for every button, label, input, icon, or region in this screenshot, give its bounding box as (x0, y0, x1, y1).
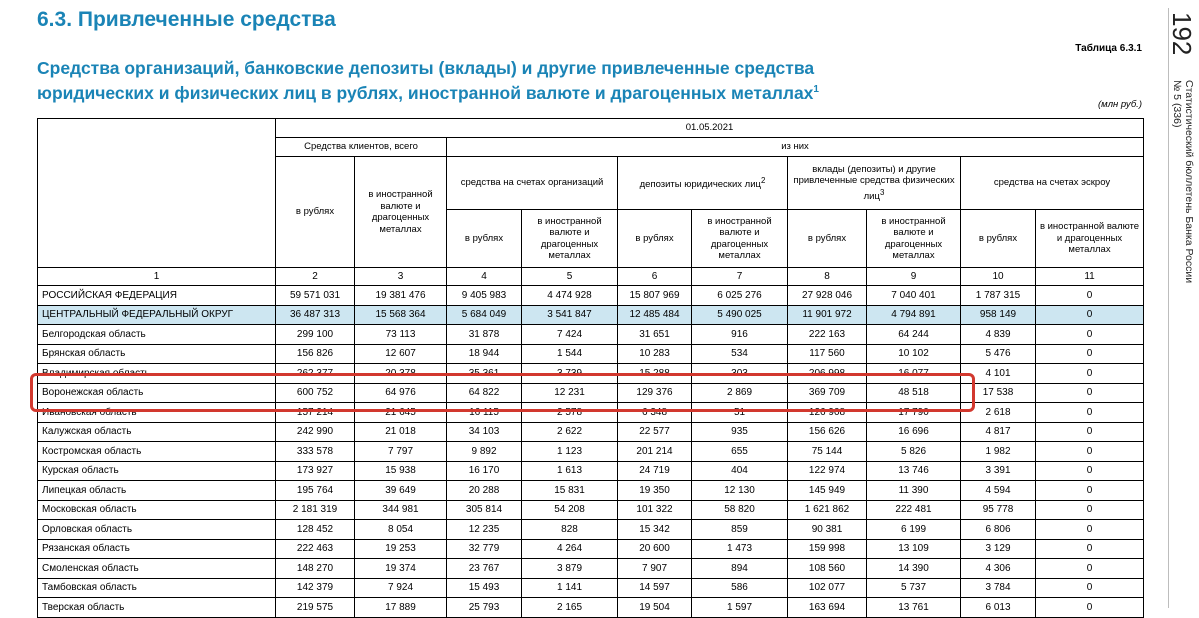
table-cell: 95 778 (961, 500, 1036, 520)
subtitle-line-1: Средства организаций, банковские депозиты (вклады) и другие привлеченные средства (37, 58, 815, 78)
table-cell: 859 (692, 520, 788, 540)
units-label: (млн руб.) (1098, 99, 1142, 110)
table-cell: 20 378 (355, 364, 447, 384)
table-cell: 36 487 313 (276, 305, 355, 325)
table-cell: 20 288 (447, 481, 522, 501)
table-row (38, 364, 1144, 384)
table-cell: 6 806 (961, 520, 1036, 540)
table-cell: 16 170 (447, 461, 522, 481)
table-cell: 73 113 (355, 325, 447, 345)
table-cell: 0 (1036, 559, 1144, 579)
table-cell: 17 889 (355, 598, 447, 618)
table-cell: 8 054 (355, 520, 447, 540)
table-cell: 129 376 (618, 383, 692, 403)
table-label: Таблица 6.3.1 (1075, 43, 1142, 54)
region-name: РОССИЙСКАЯ ФЕДЕРАЦИЯ (38, 286, 276, 306)
table-cell: 0 (1036, 461, 1144, 481)
side-note-journal: Статистический бюллетень Банка России (1183, 80, 1195, 284)
table-cell: 102 077 (788, 578, 867, 598)
table-row (38, 481, 1144, 501)
table-cell: 0 (1036, 383, 1144, 403)
table-cell: 117 560 (788, 344, 867, 364)
table-cell: 15 288 (618, 364, 692, 384)
table-cell: 19 350 (618, 481, 692, 501)
table-cell: 299 100 (276, 325, 355, 345)
table-cell: 58 820 (692, 500, 788, 520)
header-individuals-foreign: в иностранной валюте и драгоценных металлах (867, 210, 961, 268)
region-name: Смоленская область (38, 559, 276, 579)
table-cell: 14 597 (618, 578, 692, 598)
table-cell: 206 998 (788, 364, 867, 384)
header-date: 01.05.2021 (276, 119, 1144, 138)
table-cell: 16 696 (867, 422, 961, 442)
region-name: Костромская область (38, 442, 276, 462)
table-cell: 54 208 (522, 500, 618, 520)
table-cell: 31 651 (618, 325, 692, 345)
table-cell: 64 244 (867, 325, 961, 345)
table-cell: 4 101 (961, 364, 1036, 384)
funds-table (37, 118, 1144, 618)
table-cell: 19 381 476 (355, 286, 447, 306)
table-cell: 24 719 (618, 461, 692, 481)
column-number-row (38, 268, 1144, 286)
table-cell: 39 649 (355, 481, 447, 501)
table-cell: 0 (1036, 481, 1144, 501)
table-cell: 21 645 (355, 403, 447, 423)
column-number: 3 (355, 268, 447, 286)
header-total-foreign: в иностранной валюте и драгоценных металлах (355, 157, 447, 268)
table-cell: 0 (1036, 325, 1144, 345)
table-cell: 12 235 (447, 520, 522, 540)
side-rule (1168, 8, 1169, 608)
table-cell: 195 764 (276, 481, 355, 501)
table-cell: 1 982 (961, 442, 1036, 462)
table-row (38, 286, 1144, 306)
table-cell: 3 739 (522, 364, 618, 384)
subtitle-footnote: 1 (813, 84, 819, 95)
table-row (38, 539, 1144, 559)
table-cell: 15 493 (447, 578, 522, 598)
table-cell: 13 761 (867, 598, 961, 618)
table-cell: 305 814 (447, 500, 522, 520)
column-number: 7 (692, 268, 788, 286)
column-number: 10 (961, 268, 1036, 286)
table-row (38, 403, 1144, 423)
table-cell: 101 322 (618, 500, 692, 520)
table-cell: 7 907 (618, 559, 692, 579)
table-cell: 6 013 (961, 598, 1036, 618)
table-cell: 122 974 (788, 461, 867, 481)
table-cell: 34 103 (447, 422, 522, 442)
table-cell: 0 (1036, 286, 1144, 306)
table-cell: 4 817 (961, 422, 1036, 442)
table-cell: 303 (692, 364, 788, 384)
region-name: Ивановская область (38, 403, 276, 423)
header-legal-deposits-text: депозиты юридических лиц (639, 179, 761, 191)
table-cell: 23 767 (447, 559, 522, 579)
table-cell: 262 377 (276, 364, 355, 384)
region-name: Калужская область (38, 422, 276, 442)
table-subtitle (37, 57, 897, 104)
table-cell: 35 361 (447, 364, 522, 384)
table-cell: 1 141 (522, 578, 618, 598)
table-cell: 655 (692, 442, 788, 462)
table-cell: 1 787 315 (961, 286, 1036, 306)
table-cell: 11 390 (867, 481, 961, 501)
table-cell: 2 181 319 (276, 500, 355, 520)
table-cell: 90 381 (788, 520, 867, 540)
table-cell: 935 (692, 422, 788, 442)
table-row (38, 442, 1144, 462)
table-cell: 173 927 (276, 461, 355, 481)
table-cell: 128 452 (276, 520, 355, 540)
table-cell: 25 793 (447, 598, 522, 618)
table-cell: 11 901 972 (788, 305, 867, 325)
header-org-foreign: в иностранной валюте и драгоценных металлах (522, 210, 618, 268)
column-number: 11 (1036, 268, 1144, 286)
table-row (38, 578, 1144, 598)
header-legal-foreign: в иностранной валюте и драгоценных металлах (692, 210, 788, 268)
header-legal-rubles: в рублях (618, 210, 692, 268)
table-cell: 369 709 (788, 383, 867, 403)
table-cell: 1 123 (522, 442, 618, 462)
table-row (38, 500, 1144, 520)
table-cell: 9 892 (447, 442, 522, 462)
table-cell: 3 541 847 (522, 305, 618, 325)
table-cell: 126 908 (788, 403, 867, 423)
table-cell: 0 (1036, 539, 1144, 559)
table-cell: 17 538 (961, 383, 1036, 403)
table-cell: 5 490 025 (692, 305, 788, 325)
table-cell: 10 102 (867, 344, 961, 364)
table-cell: 0 (1036, 442, 1144, 462)
side-note (1171, 80, 1195, 330)
table-header (38, 119, 1144, 286)
table-cell: 15 938 (355, 461, 447, 481)
table-cell: 108 560 (788, 559, 867, 579)
table-cell: 48 518 (867, 383, 961, 403)
column-number: 9 (867, 268, 961, 286)
column-number: 6 (618, 268, 692, 286)
table-cell: 7 424 (522, 325, 618, 345)
table-cell: 7 797 (355, 442, 447, 462)
table-cell: 1 613 (522, 461, 618, 481)
subtitle-line-2: юридических и физических лиц в рублях, иностранной валюте и драгоценных металлах (37, 82, 814, 103)
header-org-rubles: в рублях (447, 210, 522, 268)
table-cell: 16 115 (447, 403, 522, 423)
region-name: Московская область (38, 500, 276, 520)
table-cell: 2 618 (961, 403, 1036, 423)
table-cell: 15 342 (618, 520, 692, 540)
table-cell: 2 869 (692, 383, 788, 403)
table-cell: 5 737 (867, 578, 961, 598)
table-cell: 20 600 (618, 539, 692, 559)
table-cell: 7 924 (355, 578, 447, 598)
side-note-issue: № 5 (336) (1171, 80, 1183, 128)
table-cell: 13 746 (867, 461, 961, 481)
table-cell: 4 474 928 (522, 286, 618, 306)
table-cell: 156 626 (788, 422, 867, 442)
table-cell: 4 594 (961, 481, 1036, 501)
table-cell: 2 622 (522, 422, 618, 442)
header-escrow: средства на счетах эскроу (961, 157, 1144, 210)
table-cell: 0 (1036, 422, 1144, 442)
table-cell: 600 752 (276, 383, 355, 403)
header-of-which: из них (447, 138, 1144, 157)
table-cell: 1 544 (522, 344, 618, 364)
page-number: 192 (1167, 12, 1197, 56)
table-cell: 242 990 (276, 422, 355, 442)
table-cell: 5 826 (867, 442, 961, 462)
table-cell: 75 144 (788, 442, 867, 462)
column-number: 4 (447, 268, 522, 286)
table-cell: 222 463 (276, 539, 355, 559)
table-cell: 586 (692, 578, 788, 598)
table-cell: 1 473 (692, 539, 788, 559)
header-escrow-rubles: в рублях (961, 210, 1036, 268)
table-cell: 6 199 (867, 520, 961, 540)
table-cell: 31 878 (447, 325, 522, 345)
table-cell: 4 794 891 (867, 305, 961, 325)
table-cell: 0 (1036, 403, 1144, 423)
table-cell: 4 264 (522, 539, 618, 559)
table-cell: 3 879 (522, 559, 618, 579)
table-cell: 0 (1036, 364, 1144, 384)
region-name: Рязанская область (38, 539, 276, 559)
table-cell: 4 306 (961, 559, 1036, 579)
header-individuals (788, 157, 961, 210)
header-org-accounts: средства на счетах организаций (447, 157, 618, 210)
table-row (38, 559, 1144, 579)
table-cell: 0 (1036, 578, 1144, 598)
table-cell: 22 577 (618, 422, 692, 442)
table-cell: 27 928 046 (788, 286, 867, 306)
table-body (38, 286, 1144, 618)
column-number: 2 (276, 268, 355, 286)
table-cell: 64 822 (447, 383, 522, 403)
table-row (38, 520, 1144, 540)
table-cell: 404 (692, 461, 788, 481)
table-cell: 201 214 (618, 442, 692, 462)
table-row (38, 325, 1144, 345)
table-cell: 15 831 (522, 481, 618, 501)
table-cell: 163 694 (788, 598, 867, 618)
header-total: Средства клиентов, всего (276, 138, 447, 157)
column-number: 8 (788, 268, 867, 286)
table-cell: 0 (1036, 500, 1144, 520)
table-cell: 16 077 (867, 364, 961, 384)
table-cell: 828 (522, 520, 618, 540)
table-cell: 2 165 (522, 598, 618, 618)
table-cell: 1 597 (692, 598, 788, 618)
table-cell: 156 826 (276, 344, 355, 364)
header-individuals-rubles: в рублях (788, 210, 867, 268)
header-legal-deposits (618, 157, 788, 210)
region-name: Владимирская область (38, 364, 276, 384)
header-legal-deposits-footnote: 2 (760, 176, 766, 186)
table-cell: 18 944 (447, 344, 522, 364)
region-name: Белгородская область (38, 325, 276, 345)
table-cell: 0 (1036, 305, 1144, 325)
table-cell: 15 568 364 (355, 305, 447, 325)
region-name: Тверская область (38, 598, 276, 618)
table-row (38, 422, 1144, 442)
table-row (38, 461, 1144, 481)
table-cell: 894 (692, 559, 788, 579)
table-cell: 148 270 (276, 559, 355, 579)
header-individuals-footnote: 3 (879, 187, 885, 197)
table-cell: 3 784 (961, 578, 1036, 598)
table-cell: 12 130 (692, 481, 788, 501)
section-title: 6.3. Привлеченные средства (37, 8, 336, 31)
region-name: Орловская область (38, 520, 276, 540)
table-cell: 1 621 862 (788, 500, 867, 520)
table-cell: 958 149 (961, 305, 1036, 325)
table-cell: 157 214 (276, 403, 355, 423)
header-region-cell (38, 119, 276, 268)
table-cell: 0 (1036, 344, 1144, 364)
table-cell: 6 348 (618, 403, 692, 423)
table-cell: 17 790 (867, 403, 961, 423)
table-cell: 64 976 (355, 383, 447, 403)
region-name: Курская область (38, 461, 276, 481)
table-cell: 59 571 031 (276, 286, 355, 306)
table-cell: 145 949 (788, 481, 867, 501)
table-cell: 219 575 (276, 598, 355, 618)
table-cell: 2 578 (522, 403, 618, 423)
column-number: 5 (522, 268, 618, 286)
table-cell: 15 807 969 (618, 286, 692, 306)
table-cell: 534 (692, 344, 788, 364)
region-name: Тамбовская область (38, 578, 276, 598)
table-cell: 159 998 (788, 539, 867, 559)
table-cell: 19 253 (355, 539, 447, 559)
region-name: Брянская область (38, 344, 276, 364)
table-cell: 6 025 276 (692, 286, 788, 306)
header-total-rubles: в рублях (276, 157, 355, 268)
table-cell: 51 (692, 403, 788, 423)
column-number: 1 (38, 268, 276, 286)
table-row (38, 305, 1144, 325)
table-cell: 0 (1036, 598, 1144, 618)
table-cell: 12 607 (355, 344, 447, 364)
table-cell: 12 485 484 (618, 305, 692, 325)
table-cell: 14 390 (867, 559, 961, 579)
table-cell: 19 504 (618, 598, 692, 618)
table-row (38, 344, 1144, 364)
table-cell: 333 578 (276, 442, 355, 462)
table-cell: 3 391 (961, 461, 1036, 481)
table-cell: 32 779 (447, 539, 522, 559)
table-cell: 344 981 (355, 500, 447, 520)
table-cell: 10 283 (618, 344, 692, 364)
table-cell: 4 839 (961, 325, 1036, 345)
table-row (38, 598, 1144, 618)
table-cell: 222 163 (788, 325, 867, 345)
table-cell: 13 109 (867, 539, 961, 559)
header-individuals-text: вклады (депозиты) и другие привлеченные средства физических лиц (793, 163, 955, 202)
table-cell: 21 018 (355, 422, 447, 442)
table-row (38, 383, 1144, 403)
region-name: Воронежская область (38, 383, 276, 403)
header-escrow-foreign: в иностранной валюте и драгоценных металлах (1036, 210, 1144, 268)
region-name: ЦЕНТРАЛЬНЫЙ ФЕДЕРАЛЬНЫЙ ОКРУГ (38, 305, 276, 325)
table-cell: 5 476 (961, 344, 1036, 364)
table-cell: 9 405 983 (447, 286, 522, 306)
table-cell: 916 (692, 325, 788, 345)
table-cell: 19 374 (355, 559, 447, 579)
table-cell: 142 379 (276, 578, 355, 598)
table-cell: 7 040 401 (867, 286, 961, 306)
table-cell: 222 481 (867, 500, 961, 520)
table-cell: 5 684 049 (447, 305, 522, 325)
region-name: Липецкая область (38, 481, 276, 501)
table-cell: 0 (1036, 520, 1144, 540)
table-cell: 3 129 (961, 539, 1036, 559)
table-cell: 12 231 (522, 383, 618, 403)
